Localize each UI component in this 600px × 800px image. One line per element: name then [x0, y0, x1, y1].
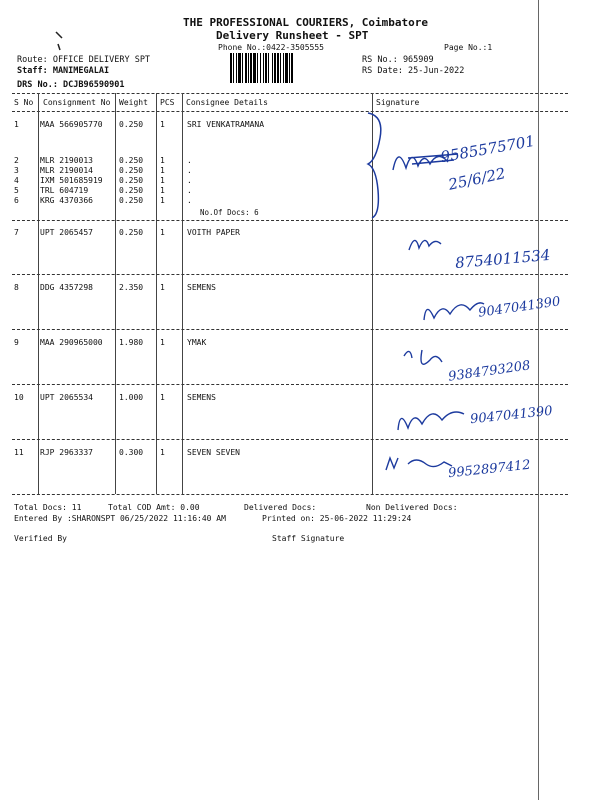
row-pcs: 1: [160, 166, 165, 175]
staff-name: Staff: MANIMEGALAI: [17, 66, 110, 76]
non-delivered-docs: Non Delivered Docs:: [366, 503, 458, 512]
row-pcs: 1: [160, 338, 165, 347]
total-cod: Total COD Amt: 0.00: [108, 503, 200, 512]
col-signature: Signature: [376, 98, 420, 107]
total-docs: Total Docs: 11: [14, 503, 82, 512]
row-pcs: 1: [160, 120, 165, 129]
row-pcs: 1: [160, 156, 165, 165]
signature-phone: 9585575701: [439, 131, 537, 167]
col-weight: Weight: [119, 98, 148, 107]
row-pcs: 1: [160, 393, 165, 402]
row-consignee: .: [187, 186, 192, 195]
rs-date: RS Date: 25-Jun-2022: [362, 66, 465, 76]
document-title: Delivery Runsheet - SPT: [216, 29, 369, 42]
row-consignment: KRG 4370366: [40, 196, 93, 205]
col-separator: [156, 93, 157, 494]
row-consignee: SEVEN SEVEN: [187, 448, 240, 457]
signature-phone: 9384793208: [447, 358, 532, 385]
row-sno: 2: [14, 156, 19, 165]
row-consignee: .: [187, 156, 192, 165]
signature-phone: 9047041390: [477, 294, 562, 321]
row-sno: 6: [14, 196, 19, 205]
row-sno: 5: [14, 186, 19, 195]
row-consignment: UPT 2065457: [40, 228, 93, 237]
row-divider: [12, 329, 568, 330]
row-consignment: UPT 2065534: [40, 393, 93, 402]
header-divider-bottom: [12, 111, 568, 112]
col-pcs: PCS: [160, 98, 175, 107]
row-sno: 10: [14, 393, 24, 402]
signature-phone: 8754011534: [454, 245, 552, 273]
signature-date: 25/6/22: [446, 164, 508, 194]
row-weight: 0.250: [119, 166, 144, 175]
page-number: Page No.:1: [444, 43, 493, 52]
company-name: THE PROFESSIONAL COURIERS, Coimbatore: [183, 16, 429, 29]
row-consignment: DDG 4357298: [40, 283, 93, 292]
signature-phone: 9952897412: [447, 457, 532, 482]
col-separator: [182, 93, 183, 494]
rs-number: RS No.: 965909: [362, 55, 434, 65]
delivered-docs: Delivered Docs:: [244, 503, 317, 512]
col-sno: S No: [14, 98, 34, 107]
row-divider: [12, 384, 568, 385]
row-consignee: .: [187, 166, 192, 175]
table-bottom-divider: [12, 494, 568, 495]
row-pcs: 1: [160, 176, 165, 185]
row-divider: [12, 439, 568, 440]
row-sno: 3: [14, 166, 19, 175]
row-consignment: MAA 566905770: [40, 120, 103, 129]
row-pcs: 1: [160, 283, 165, 292]
staff-signature: Staff Signature: [272, 534, 345, 543]
row-sno: 7: [14, 228, 19, 237]
header-divider: [12, 93, 568, 94]
col-consignee: Consignee Details: [186, 98, 268, 107]
row-weight: 0.250: [119, 186, 144, 195]
row-pcs: 1: [160, 448, 165, 457]
row-consignee: YMAK: [187, 338, 207, 347]
col-separator: [115, 93, 116, 494]
row-weight: 0.250: [119, 156, 144, 165]
group-doc-count: No.Of Docs: 6: [200, 208, 259, 217]
row-sno: 9: [14, 338, 19, 347]
entered-by: Entered By :SHARONSPT 06/25/2022 11:16:40 AM: [14, 514, 226, 523]
row-weight: 1.000: [119, 393, 144, 402]
col-separator: [38, 93, 39, 494]
row-sno: 8: [14, 283, 19, 292]
pen-mark-icon: [50, 30, 70, 52]
row-divider: [12, 220, 568, 221]
row-consignment: RJP 2963337: [40, 448, 93, 457]
row-consignee: SRI VENKATRAMANA: [187, 120, 265, 129]
printed-on: Printed on: 25-06-2022 11:29:24: [262, 514, 412, 523]
row-weight: 0.300: [119, 448, 144, 457]
row-consignee: VOITH PAPER: [187, 228, 240, 237]
col-consignment: Consignment No: [43, 98, 111, 107]
row-weight: 1.980: [119, 338, 144, 347]
row-consignment: MLR 2190014: [40, 166, 93, 175]
row-consignee: SEMENS: [187, 393, 216, 402]
row-sno: 4: [14, 176, 19, 185]
row-weight: 0.250: [119, 120, 144, 129]
row-weight: 2.350: [119, 283, 144, 292]
route: Route: OFFICE DELIVERY SPT: [17, 55, 151, 65]
row-consignee: .: [187, 176, 192, 185]
drs-number: DRS No.: DCJB96590901: [17, 80, 125, 90]
row-weight: 0.250: [119, 196, 144, 205]
row-divider: [12, 274, 568, 275]
row-consignment: TRL 604719: [40, 186, 89, 195]
row-consignee: SEMENS: [187, 283, 216, 292]
signature-phone: 9047041390: [469, 403, 554, 428]
row-sno: 1: [14, 120, 19, 129]
barcode: [230, 53, 333, 83]
row-pcs: 1: [160, 186, 165, 195]
row-sno: 11: [14, 448, 24, 457]
row-weight: 0.250: [119, 228, 144, 237]
row-pcs: 1: [160, 196, 165, 205]
signature-scribble-icon: [405, 230, 445, 258]
row-consignee: .: [187, 196, 192, 205]
row-consignment: MLR 2190013: [40, 156, 93, 165]
row-consignment: MAA 290965000: [40, 338, 103, 347]
signature-scribble-icon: [392, 400, 472, 436]
row-weight: 0.250: [119, 176, 144, 185]
row-pcs: 1: [160, 228, 165, 237]
page-edge-line: [538, 0, 539, 800]
phone-number: Phone No.:0422-3505555: [218, 43, 324, 52]
verified-by: Verified By: [14, 534, 67, 543]
row-consignment: IXM 501685919: [40, 176, 103, 185]
